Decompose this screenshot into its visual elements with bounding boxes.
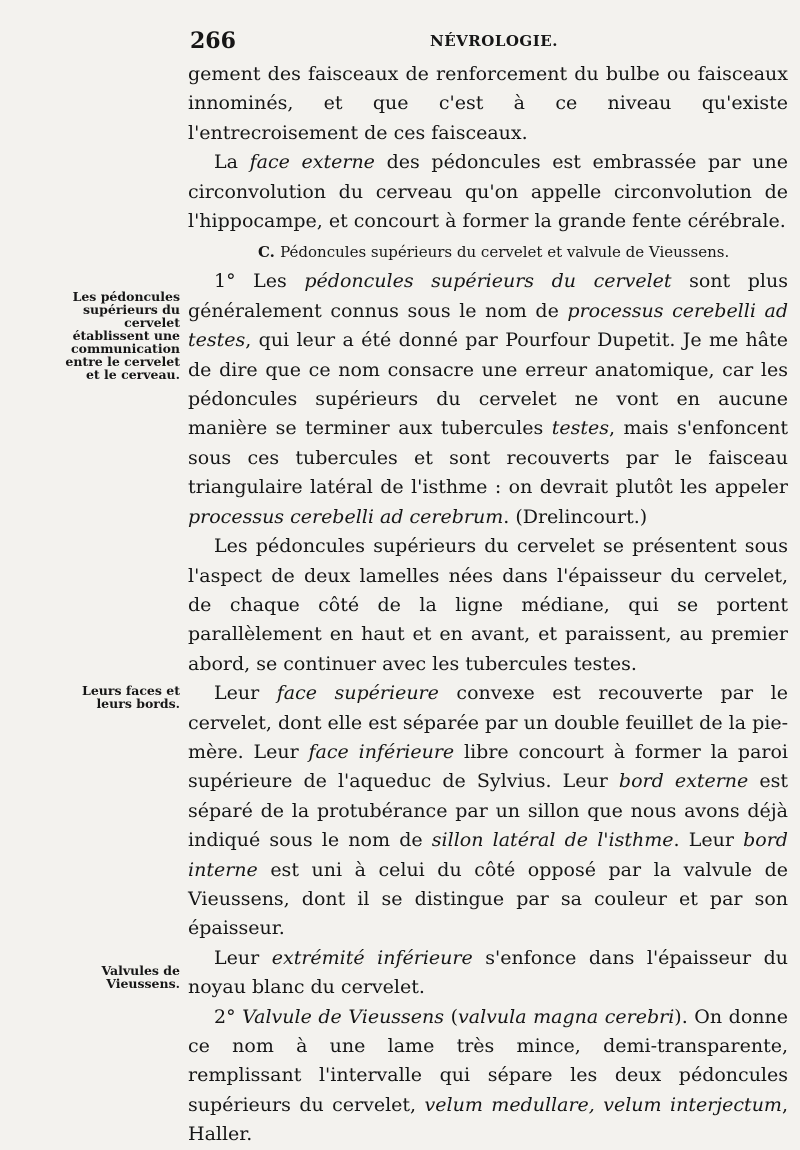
running-head: NÉVROLOGIE.: [430, 32, 558, 50]
paragraph-5: Leur face supérieure convexe est recouverte par le cervelet, dont elle est séparée par un double feuillet de la pie-mère. Leur face inférieure libre concourt à former la paroi supérieure de l'aqueduc de Sylvius. Leur bord externe est séparé de la protubérance par un sillon que nous avons déjà indiqué sous le nom de sillon latéral de l'isthme. Leur bord interne est uni à celui du côté opposé par la valvule de Vieussens, dont il se distingue par sa couleur et par son épaisseur.: [188, 682, 789, 940]
margin-note-peduncles: Les pédoncules supérieurs du cervelet établissent une communication entre le cervelet et le cerveau.: [65, 289, 180, 382]
margin-note-faces: Leurs faces et leurs bords.: [82, 683, 180, 711]
main-text: [188, 60, 788, 1150]
page-number: 266: [190, 28, 236, 54]
page-header: [0, 28, 800, 58]
paragraph-6: Leur extrémité inférieure s'enfonce dans l'épaisseur du noyau blanc du cervelet.: [188, 946, 788, 999]
margin-note-valvules: Valvules de Vieussens.: [101, 963, 180, 991]
paragraph-1: gement des faisceaux de renforcement du bulbe ou faisceaux innominés, et que c'est à ce niveau qu'existe l'entrecroisement de ces faisceaux.: [188, 63, 788, 144]
paragraph-7: 2° Valvule de Vieussens (valvula magna cerebri). On donne ce nom à une lame très mince, demi-transparente, remplissant l'intervalle qui sépare les deux pédoncules supérieurs du cervelet, velum medullare, velum interjectum, Haller.: [188, 1005, 788, 1146]
paragraph-3: 1° Les pédoncules supérieurs du cervelet sont plus généralement connus sous le nom de processus cerebelli ad testes, qui leur a été donné par Pourfour Dupetit. Je me hâte de dire que ce nom consacre une erreur anatomique, car les pédoncules supérieurs du cervelet ne vont en aucune manière se terminer aux tubercules testes, mais s'enfoncent sous ces tubercules et sont recouverts par le faisceau triangulaire latéral de l'isthme : on devrait plutôt les appeler processus cerebelli ad cerebrum. (Drelincourt.): [188, 270, 789, 528]
paragraph-4: Les pédoncules supérieurs du cervelet se présentent sous l'aspect de deux lamelles nées dans l'épaisseur du cervelet, de chaque côté de la ligne médiane, qui se portent parallèlement en haut et en avant, et paraissent, au premier abord, se continuer avec les tubercules testes.: [188, 535, 788, 675]
paragraph-2: La face externe des pédoncules est embrassée par une circonvolution du cerveau qu'on appelle circonvolution de l'hippocampe, et concourt à former la grande fente cérébrale.: [188, 151, 788, 233]
section-heading: C. Pédoncules supérieurs du cervelet et valvule de Vieussens.: [258, 243, 730, 262]
